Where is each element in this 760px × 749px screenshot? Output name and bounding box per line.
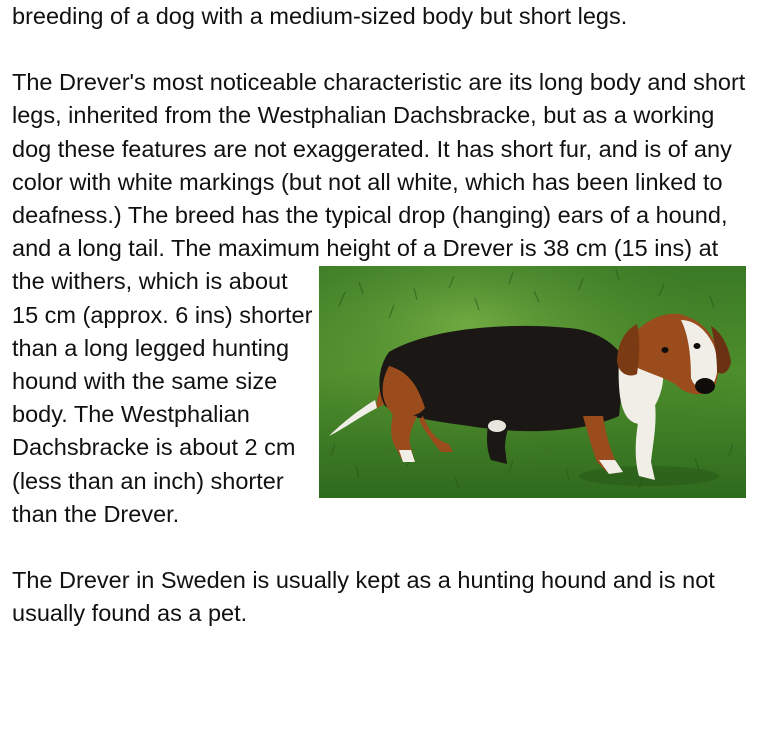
paragraph-text: , but as a working dog these features are not exaggerated. It has short fur, and is of any color with white markings (but not all white, which has been linked to deafness.) The breed has the typical drop (hanging) ears of a hound, and a long tail. The maximum height of a Drever is 38 cm (15 ins) at the [12,102,732,295]
link-hunting-hound[interactable]: hunting hound [457,567,607,594]
paragraph-text: , which is about 15 cm (approx. 6 ins) shorter than a long legged hunting hound with the same size body. The Westphalian Dachsbracke is about 2 cm (less than an inch) shorter than the Drever. [12,268,313,527]
link-westphalian-dachsbracke[interactable]: Westphalian Dachsbracke [257,102,531,129]
paragraph-characteristics [12,66,750,531]
paragraph-spacer [12,33,750,66]
paragraph-spacer [12,531,750,564]
link-withers[interactable]: withers [51,268,126,295]
drever-dog-photo [319,266,746,498]
paragraph-intro-fragment: breeding of a dog with a medium-sized body but short legs. [12,3,628,29]
paragraph-sweden [12,564,750,630]
paragraph-text: The Drever's most noticeable characteristic are its long body and short legs, inherited from the [12,69,746,129]
paragraph-text: The Drever in Sweden is usually kept as a [12,567,458,594]
paragraph-text: and is not usually found as a pet. [12,567,715,627]
